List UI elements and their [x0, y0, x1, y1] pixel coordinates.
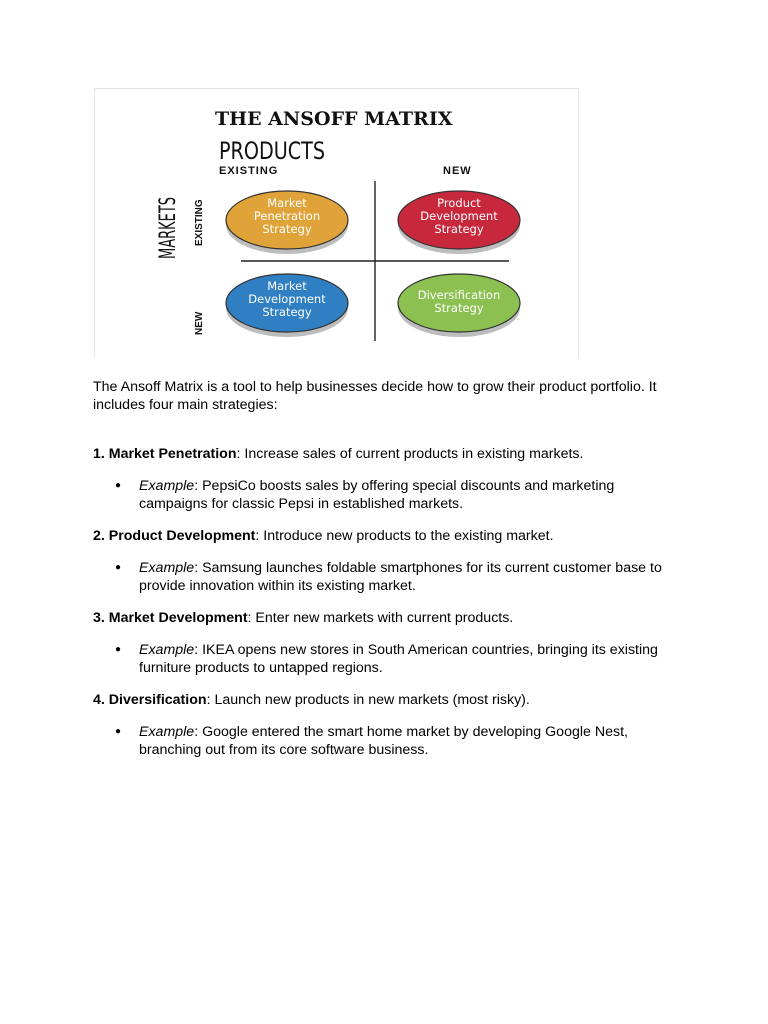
- quadrant-label-line: Diversification: [417, 288, 501, 302]
- quadrant-label-line: Strategy: [262, 222, 312, 236]
- example-label: Example: [139, 724, 195, 740]
- quadrant-label-line: Market: [267, 279, 307, 293]
- quadrant-product-development: [398, 191, 520, 254]
- figure-title: THE ANSOFF MATRIX: [215, 108, 453, 130]
- example-bullet: [93, 477, 683, 513]
- strategy-title: Product Development: [108, 528, 256, 544]
- quadrant-label-line: Development: [420, 209, 498, 223]
- strategy-number: 2.: [93, 528, 109, 544]
- strategy-name: [93, 692, 207, 708]
- strategy-number: 3.: [93, 610, 109, 626]
- quadrant-label-line: Product: [437, 196, 481, 210]
- row-label-existing: EXISTING: [194, 199, 205, 246]
- strategy-title: Market Development: [108, 610, 248, 626]
- example-text: : IKEA opens new stores in South American countries, bringing its existing furniture products to untapped regions.: [139, 642, 658, 676]
- quadrant-label-line: Market: [267, 196, 307, 210]
- example-label: Example: [139, 642, 195, 658]
- strategy-heading: [93, 609, 683, 627]
- quadrant-label-line: Development: [248, 292, 326, 306]
- strategy-name: [93, 610, 248, 626]
- strategy-number: 1.: [93, 446, 109, 462]
- example-text: : Samsung launches foldable smartphones for its current customer base to provide innovation within its existing market.: [139, 560, 662, 594]
- strategy-name: [93, 446, 237, 462]
- row-label-new: NEW: [194, 311, 205, 335]
- strategy-description: : Launch new products in new markets (most risky).: [206, 692, 530, 708]
- strategy-heading: [93, 691, 683, 709]
- strategy-name: [93, 528, 255, 544]
- strategy-title: Market Penetration: [108, 446, 237, 462]
- quadrant-label-line: Strategy: [262, 305, 312, 319]
- intro-paragraph: The Ansoff Matrix is a tool to help businesses decide how to grow their product portfolio. It includes four main strategies:: [93, 379, 657, 413]
- quadrant-label-line: Strategy: [434, 222, 484, 236]
- quadrant-market-development: [226, 274, 348, 337]
- markets-label: MARKETS: [156, 153, 181, 259]
- quadrant-label-line: Strategy: [434, 301, 484, 315]
- ansoff-matrix-diagram: [95, 89, 579, 358]
- quadrant-diversification: [398, 274, 520, 337]
- example-label: Example: [139, 560, 195, 576]
- column-label-new: NEW: [443, 165, 472, 177]
- quadrant-market-penetration: [226, 191, 348, 254]
- strategy-description: : Introduce new products to the existing market.: [255, 528, 554, 544]
- example-bullet: [93, 559, 683, 595]
- strategy-heading: [93, 445, 683, 463]
- strategy-description: : Increase sales of current products in existing markets.: [236, 446, 584, 462]
- example-bullet: [93, 641, 683, 677]
- example-label: Example: [139, 478, 195, 494]
- document-body: [93, 378, 683, 773]
- ansoff-matrix-figure: [94, 88, 579, 358]
- example-text: : Google entered the smart home market by developing Google Nest, branching out from its core software business.: [139, 724, 628, 758]
- example-text: : PepsiCo boosts sales by offering special discounts and marketing campaigns for classic Pepsi in established markets.: [139, 478, 615, 512]
- quadrant-label-line: Penetration: [253, 209, 321, 223]
- strategy-description: : Enter new markets with current products.: [247, 610, 514, 626]
- column-label-existing: EXISTING: [219, 165, 279, 177]
- example-bullet: [93, 723, 683, 759]
- strategy-heading: [93, 527, 683, 545]
- products-label: PRODUCTS: [219, 137, 325, 165]
- strategy-number: 4.: [93, 692, 109, 708]
- strategy-title: Diversification: [108, 692, 207, 708]
